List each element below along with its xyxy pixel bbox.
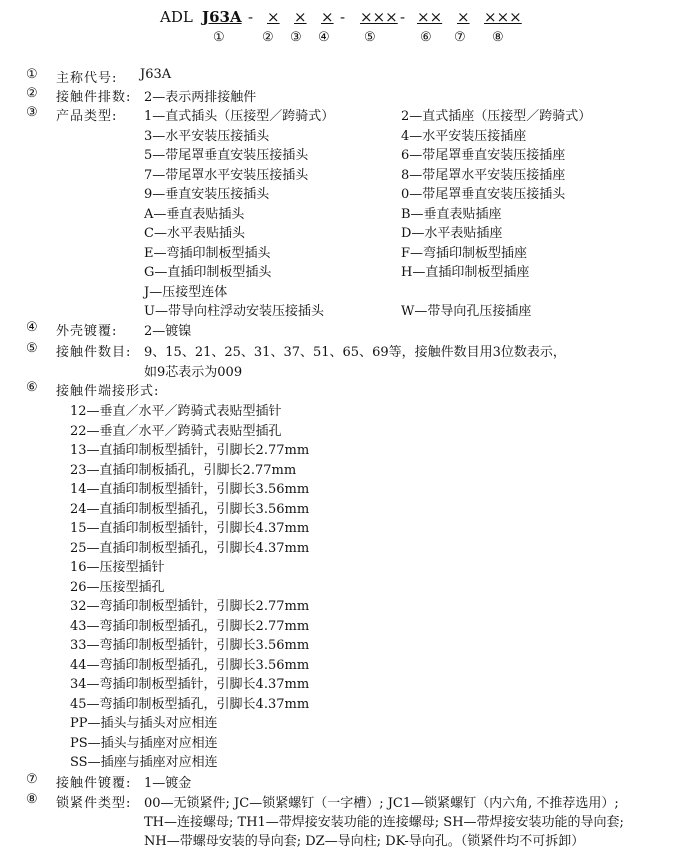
item-locking-type-cont [0,830,694,849]
product-type-row [0,261,694,280]
product-type-row [0,183,694,202]
code-marker: ⑤ [364,30,376,45]
termination-type-row [0,712,694,731]
termination-type-option: 45—弯插印制板型插孔，引脚长4.37mm [70,696,310,712]
product-type-option: H—直插印制板型插座 [401,265,530,280]
product-type-row [0,242,694,261]
product-type-option: G—直插印制板型插头 [144,265,272,280]
code-separator: - [400,8,406,26]
product-type-option: B—垂直表贴插座 [401,206,502,222]
termination-type-row [0,595,694,614]
item-number: ③ [26,105,38,120]
code-seg-4: × [321,8,334,26]
product-type-option: 6—带尾罩垂直安装压接插座 [401,148,566,163]
product-type-option: U—带导向柱浮动安装压接插头 [144,304,324,319]
item-label: 外壳镀覆: [56,324,118,339]
termination-type-option: 23—直插印制板插孔，引脚长2.77mm [70,462,297,478]
product-type-option: 2—直式插座（压接型／跨骑式） [401,109,592,124]
code-prefix: ADL [160,8,193,26]
termination-type-row [0,615,694,634]
code-seg-3: × [294,8,307,26]
termination-type-row [0,439,694,458]
product-type-option: 9—垂直安装压接插头 [144,187,270,202]
item-label: 主称代号: [56,71,118,86]
product-type-option: 3—水平安装压接插头 [144,128,270,144]
item-label: 接触件排数: [56,90,132,105]
item-label: 接触件镀覆: [56,776,132,791]
termination-type-row [0,732,694,751]
product-type-option: 4—水平安装压接插座 [401,128,527,144]
product-type-row [0,144,694,163]
termination-type-row [0,537,694,556]
termination-type-row [0,693,694,712]
model-code-line [0,8,694,50]
item-number: ① [26,67,38,82]
termination-type-option: PS—插头与插座对应相连 [70,735,218,751]
termination-type-option: 34—弯插印制板型插针，引脚长4.37mm [70,677,310,692]
item-value: 00—无锁紧件; JC—锁紧螺钉（一字槽）; JC1—锁紧螺钉（内六角, 不推荐选用）; [144,796,619,811]
termination-type-row [0,517,694,536]
termination-type-option: 33—弯插印制板型插针，引脚长3.56mm [70,638,310,653]
termination-type-option: 12—垂直／水平／跨骑式表贴型插针 [70,404,282,419]
termination-type-option: 25—直插印制板型插孔，引脚长4.37mm [70,540,310,556]
termination-type-option: 15—直插印制板型插针，引脚长4.37mm [70,521,310,536]
item-locking-type-cont [0,811,694,830]
termination-type-row [0,478,694,497]
item-value: J63A [140,67,172,82]
product-type-row [0,281,694,300]
code-seg-8: ××× [484,8,522,26]
product-type-row [0,300,694,319]
product-type-option: E—弯插印制板型插头 [144,245,271,261]
item-label: 产品类型: [56,109,118,124]
code-separator: - [248,8,254,26]
termination-type-row [0,556,694,575]
item-contact-plating [0,772,694,791]
product-type-option: J—压接型连体 [144,284,228,300]
product-type-option: 0—带尾罩垂直安装压接插头 [401,187,566,202]
item-value: 2—表示两排接触件 [144,90,257,105]
item-value: 1—镀金 [144,776,192,791]
termination-type-option: 22—垂直／水平／跨骑式表贴型插孔 [70,423,282,439]
item-contact-count-cont [0,361,694,380]
termination-type-option: 26—压接型插孔 [70,579,165,595]
termination-type-option: 13—直插印制板型插针，引脚长2.77mm [70,443,310,458]
code-seg-6: ×× [417,8,443,26]
item-label: 锁紧件类型: [56,796,132,811]
termination-type-option: 44—弯插印制板型插孔，引脚长3.56mm [70,657,310,673]
termination-type-option: 32—弯插印制板型插针，引脚长2.77mm [70,599,310,614]
termination-type-row [0,654,694,673]
termination-type-option: 43—弯插印制板型插孔，引脚长2.77mm [70,618,310,634]
item-value: 2—镀镍 [144,324,192,339]
code-marker: ⑦ [454,30,466,45]
item-number: ⑥ [26,380,38,395]
item-number: ⑧ [26,792,38,807]
item-value-continued: TH—连接螺母; TH1—带焊接安装功能的连接螺母; SH—带焊接安装功能的导向套; [144,815,624,830]
termination-type-row [0,400,694,419]
code-separator: - [340,8,346,26]
termination-type-row [0,576,694,595]
product-type-option: 7—带尾罩水平安装压接插头 [144,167,309,183]
termination-type-option: 14—直插印制板型插针，引脚长3.56mm [70,482,310,497]
item-locking-type [0,792,694,811]
product-type-row [0,203,694,222]
product-type-option: 8—带尾罩水平安装压接插座 [401,167,566,183]
item-number: ④ [26,320,38,335]
code-marker: ⑧ [492,30,504,45]
termination-type-option: PP—插头与插头对应相连 [70,716,218,731]
product-type-option: D—水平表贴插座 [401,226,503,241]
item-value-continued: NH—带螺母安装的导向套; DZ—导向柱; DK-导向孔。（锁紧件均不可拆卸） [144,834,585,849]
code-marker: ④ [318,30,330,45]
termination-type-row [0,634,694,653]
termination-type-row [0,673,694,692]
termination-type-option: SS—插座与插座对应相连 [70,755,218,770]
product-type-row [0,222,694,241]
code-seg-5: ××× [360,8,398,26]
product-type-option: 5—带尾罩垂直安装压接插头 [144,148,309,163]
code-marker: ① [213,30,225,45]
code-marker: ③ [290,30,302,45]
item-contact-rows [0,86,694,105]
product-type-option: C—水平表贴插头 [144,226,245,241]
product-type-option: 1—直式插头（压接型／跨骑式） [144,109,335,124]
item-value-continued: 如9芯表示为009 [144,365,243,380]
termination-type-row [0,751,694,770]
product-type-row [0,125,694,144]
item-number: ② [26,86,38,101]
termination-type-option: 24—直插印制板型插孔，引脚长3.56mm [70,501,310,517]
item-shell-plating [0,320,694,339]
product-type-row [0,105,694,124]
item-main-code [0,67,694,86]
product-type-option: F—弯插印制板型插座 [401,245,528,261]
product-type-row [0,164,694,183]
code-series: J63A [202,8,242,26]
item-label: 接触件数目: [56,345,132,360]
termination-type-option: 16—压接型插针 [70,560,165,575]
item-number: ⑦ [26,772,38,787]
item-contact-count [0,341,694,360]
product-type-option: A—垂直表贴插头 [144,206,245,222]
item-value: 9、15、21、25、31、37、51、65、69等，接触件数目用3位数表示， [144,345,566,360]
termination-type-row [0,420,694,439]
termination-type-row [0,498,694,517]
code-marker: ② [262,30,274,45]
item-label: 接触件端接形式: [56,384,160,399]
code-seg-7: × [457,8,470,26]
termination-type-row [0,459,694,478]
code-seg-2: × [267,8,280,26]
item-termination [0,380,694,399]
code-marker: ⑥ [420,30,432,45]
product-type-option: W—带导向孔压接插座 [401,304,532,319]
item-number: ⑤ [26,341,38,356]
